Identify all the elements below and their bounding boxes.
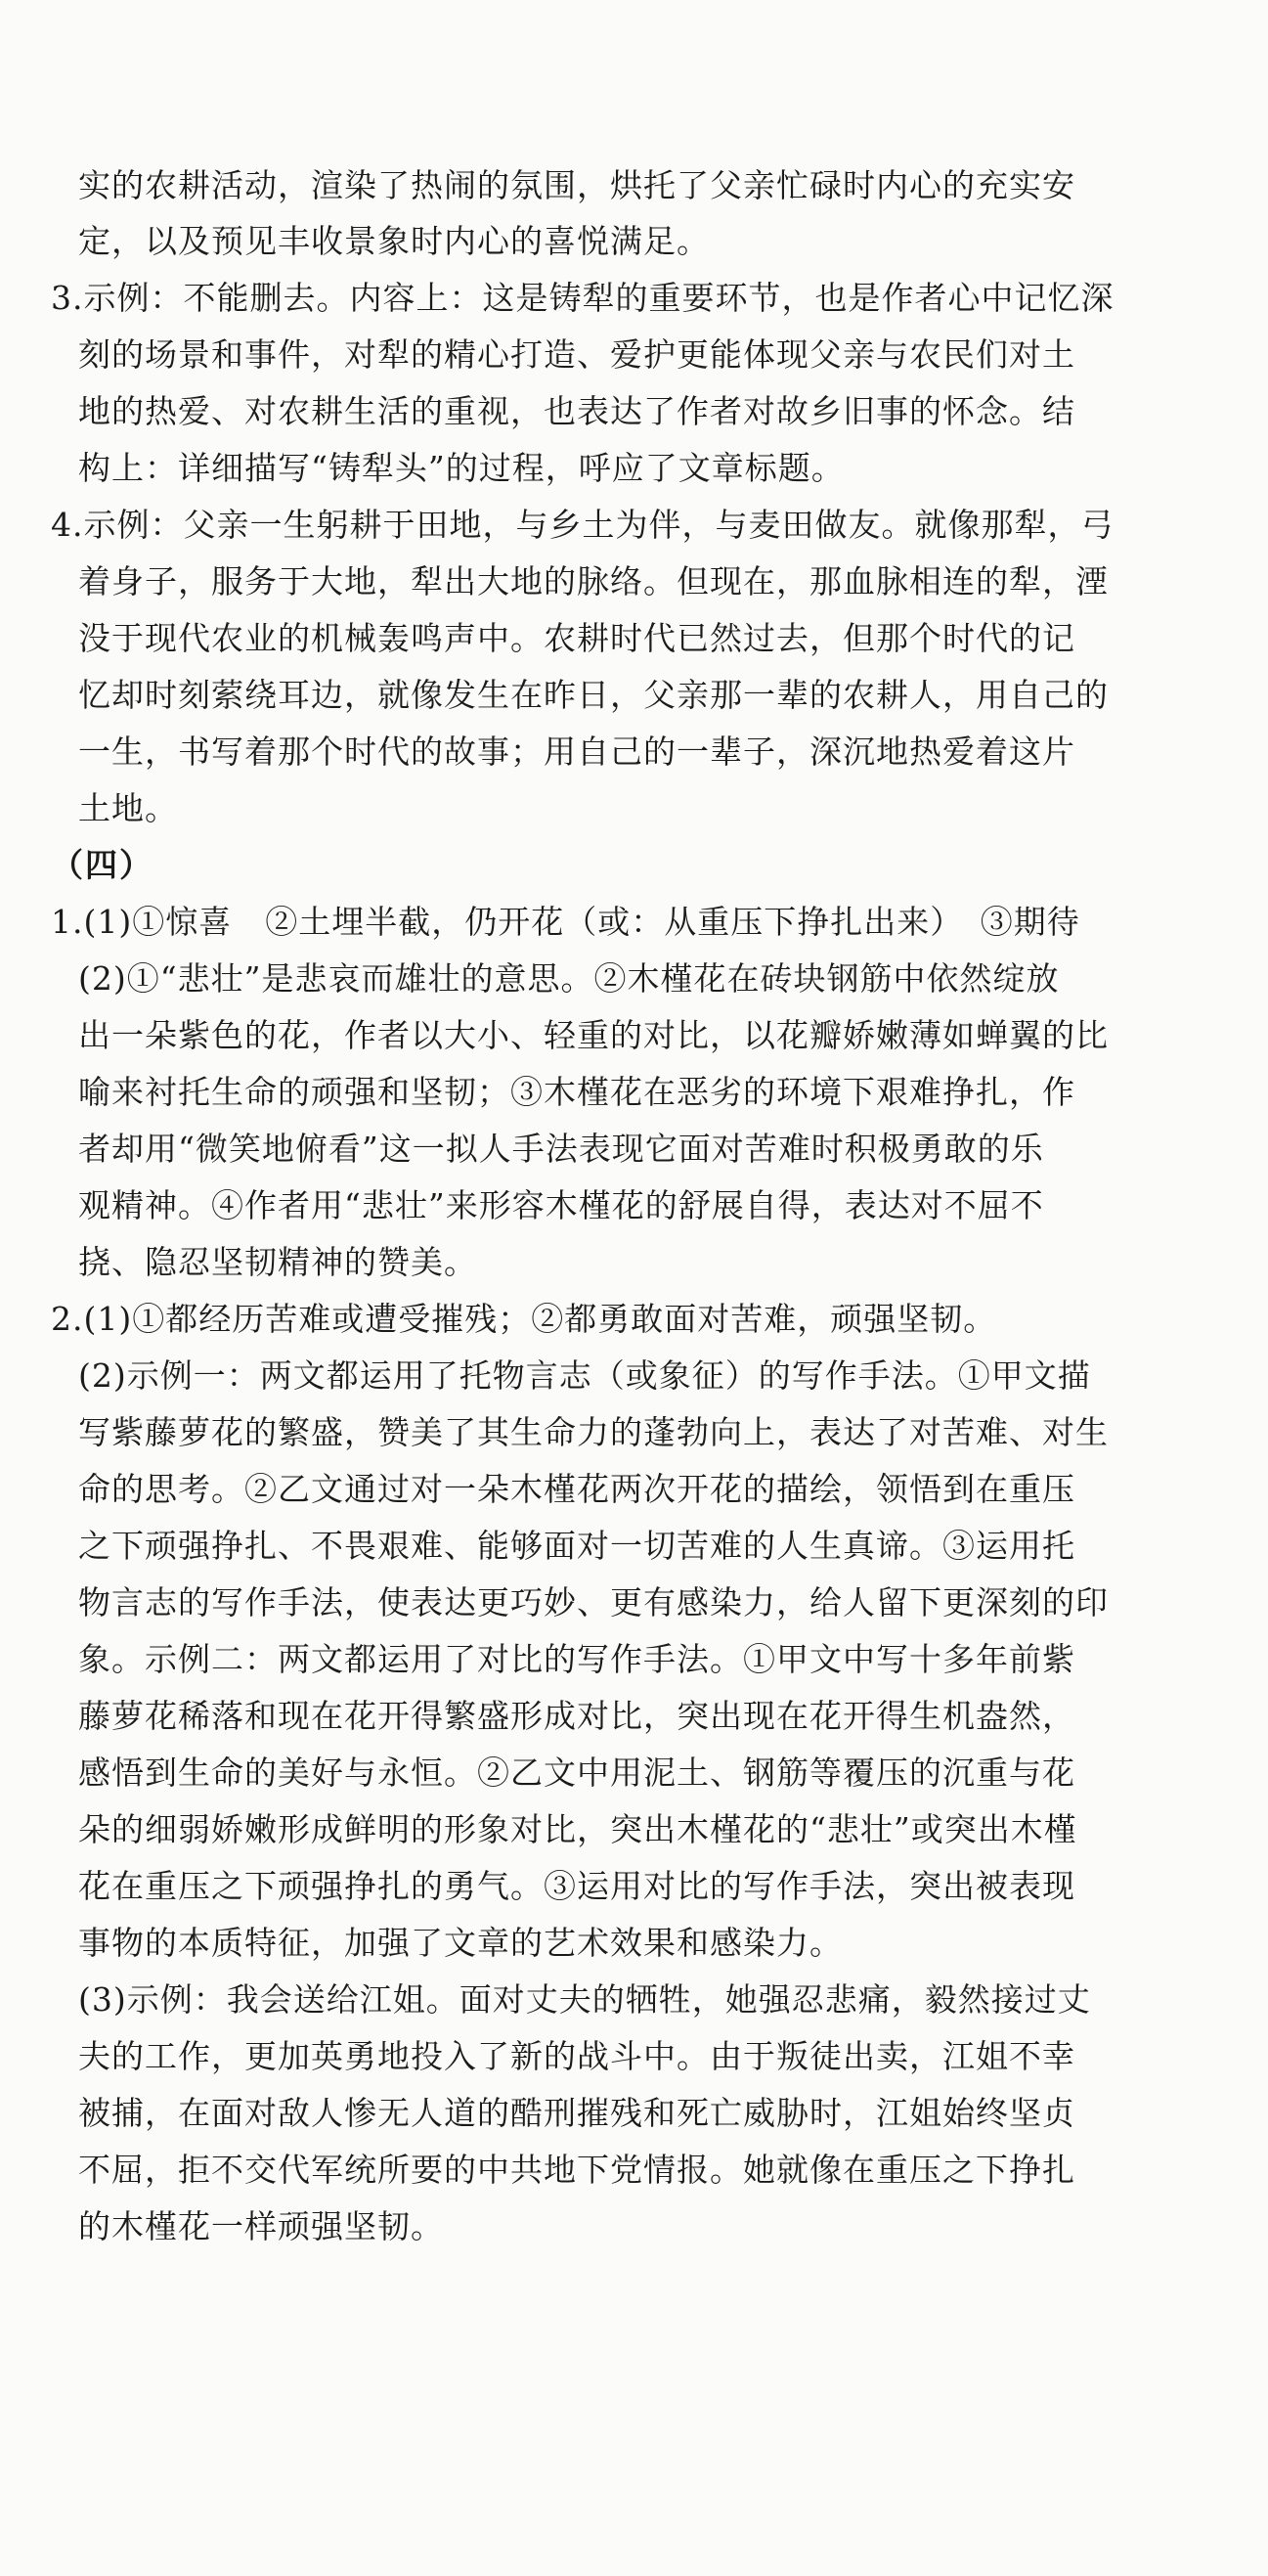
text-line: 物言志的写作手法，使表达更巧妙、更有感染力，给人留下更深刻的印: [78, 1583, 1109, 1621]
text-line: 观精神。④作者用“悲壮”来形容木槿花的舒展自得，表达对不屈不: [78, 1186, 1044, 1224]
section-heading: （四）: [51, 846, 153, 884]
text-line: 不屈，拒不交代军统所要的中共地下党情报。她就像在重压之下挣扎: [78, 2151, 1075, 2189]
text-line: 夫的工作，更加英勇地投入了新的战斗中。由于叛徒出卖，江姐不幸: [78, 2037, 1075, 2075]
text-line: (2)示例一：两文都运用了托物言志（或象征）的写作手法。①甲文描: [78, 1356, 1091, 1395]
text-line: (2)①“悲壮”是悲哀而雄壮的意思。②木槿花在砖块钢筋中依然绽放: [78, 959, 1060, 998]
text-line: 喻来衬托生命的顽强和坚韧；③木槿花在恶劣的环境下艰难挣扎，作: [78, 1073, 1075, 1111]
text-line: 写紫藤萝花的繁盛，赞美了其生命力的蓬勃向上，表达了对苦难、对生: [78, 1413, 1109, 1451]
text-line: 挠、隐忍坚韧精神的赞美。: [78, 1243, 477, 1281]
text-line: 事物的本质特征，加强了文章的艺术效果和感染力。: [78, 1924, 843, 1962]
text-line: 地的热爱、对农耕生活的重视，也表达了作者对故乡旧事的怀念。结: [78, 392, 1075, 430]
text-line: 刻的场景和事件，对犁的精心打造、爱护更能体现父亲与农民们对土: [78, 335, 1075, 374]
text-line: (3)示例：我会送给江姐。面对丈夫的牺牲，她强忍悲痛，毅然接过丈: [78, 1980, 1091, 2019]
text-line: 之下顽强挣扎、不畏艰难、能够面对一切苦难的人生真谛。③运用托: [78, 1527, 1075, 1565]
text-line: 没于现代农业的机械轰鸣声中。农耕时代已然过去，但那个时代的记: [78, 619, 1075, 657]
answer-item-3: 3.示例：不能删去。内容上：这是铸犁的重要环节，也是作者心中记忆深: [51, 279, 1115, 317]
text-line: 一生，书写着那个时代的故事；用自己的一辈子，深沉地热爱着这片: [78, 733, 1075, 771]
text-line: 土地。: [78, 789, 178, 827]
text-line: 构上：详细描写“铸犁头”的过程，呼应了文章标题。: [78, 449, 845, 487]
text-line: 藤萝花稀落和现在花开得繁盛形成对比，突出现在花开得生机盎然，: [78, 1697, 1075, 1735]
text-line: 出一朵紫色的花，作者以大小、轻重的对比，以花瓣娇嫩薄如蝉翼的比: [78, 1016, 1109, 1054]
text-line: 感悟到生命的美好与永恒。②乙文中用泥土、钢筋等覆压的沉重与花: [78, 1754, 1075, 1792]
text-line: 象。示例二：两文都运用了对比的写作手法。①甲文中写十多年前紫: [78, 1640, 1075, 1678]
text-line: 实的农耕活动，渲染了热闹的氛围，烘托了父亲忙碌时内心的充实安: [78, 166, 1075, 204]
text-line: 定，以及预见丰收景象时内心的喜悦满足。: [78, 222, 710, 260]
text-line: 命的思考。②乙文通过对一朵木槿花两次开花的描绘，领悟到在重压: [78, 1470, 1075, 1508]
text-line: 的木槿花一样顽强坚韧。: [78, 2207, 444, 2245]
text-line: 花在重压之下顽强挣扎的勇气。③运用对比的写作手法，突出被表现: [78, 1867, 1075, 1905]
answer-item-1: 1.(1)①惊喜 ②土埋半截，仍开花（或：从重压下挣扎出来） ③期待: [51, 903, 1080, 941]
answer-item-4: 4.示例：父亲一生躬耕于田地，与乡土为伴，与麦田做友。就像那犁，弓: [51, 506, 1115, 544]
text-line: 被捕，在面对敌人惨无人道的酷刑摧残和死亡威胁时，江姐始终坚贞: [78, 2094, 1075, 2132]
answer-item-2: 2.(1)①都经历苦难或遭受摧残；②都勇敢面对苦难，顽强坚韧。: [51, 1300, 997, 1338]
text-line: 忆却时刻萦绕耳边，就像发生在昨日，父亲那一辈的农耕人，用自己的: [78, 676, 1109, 714]
text-line: 朵的细弱娇嫩形成鲜明的形象对比，突出木槿花的“悲壮”或突出木槿: [78, 1810, 1077, 1848]
text-line: 者却用“微笑地俯看”这一拟人手法表现它面对苦难时积极勇敢的乐: [78, 1130, 1044, 1168]
text-line: 着身子，服务于大地，犁出大地的脉络。但现在，那血脉相连的犁，湮: [78, 562, 1109, 600]
